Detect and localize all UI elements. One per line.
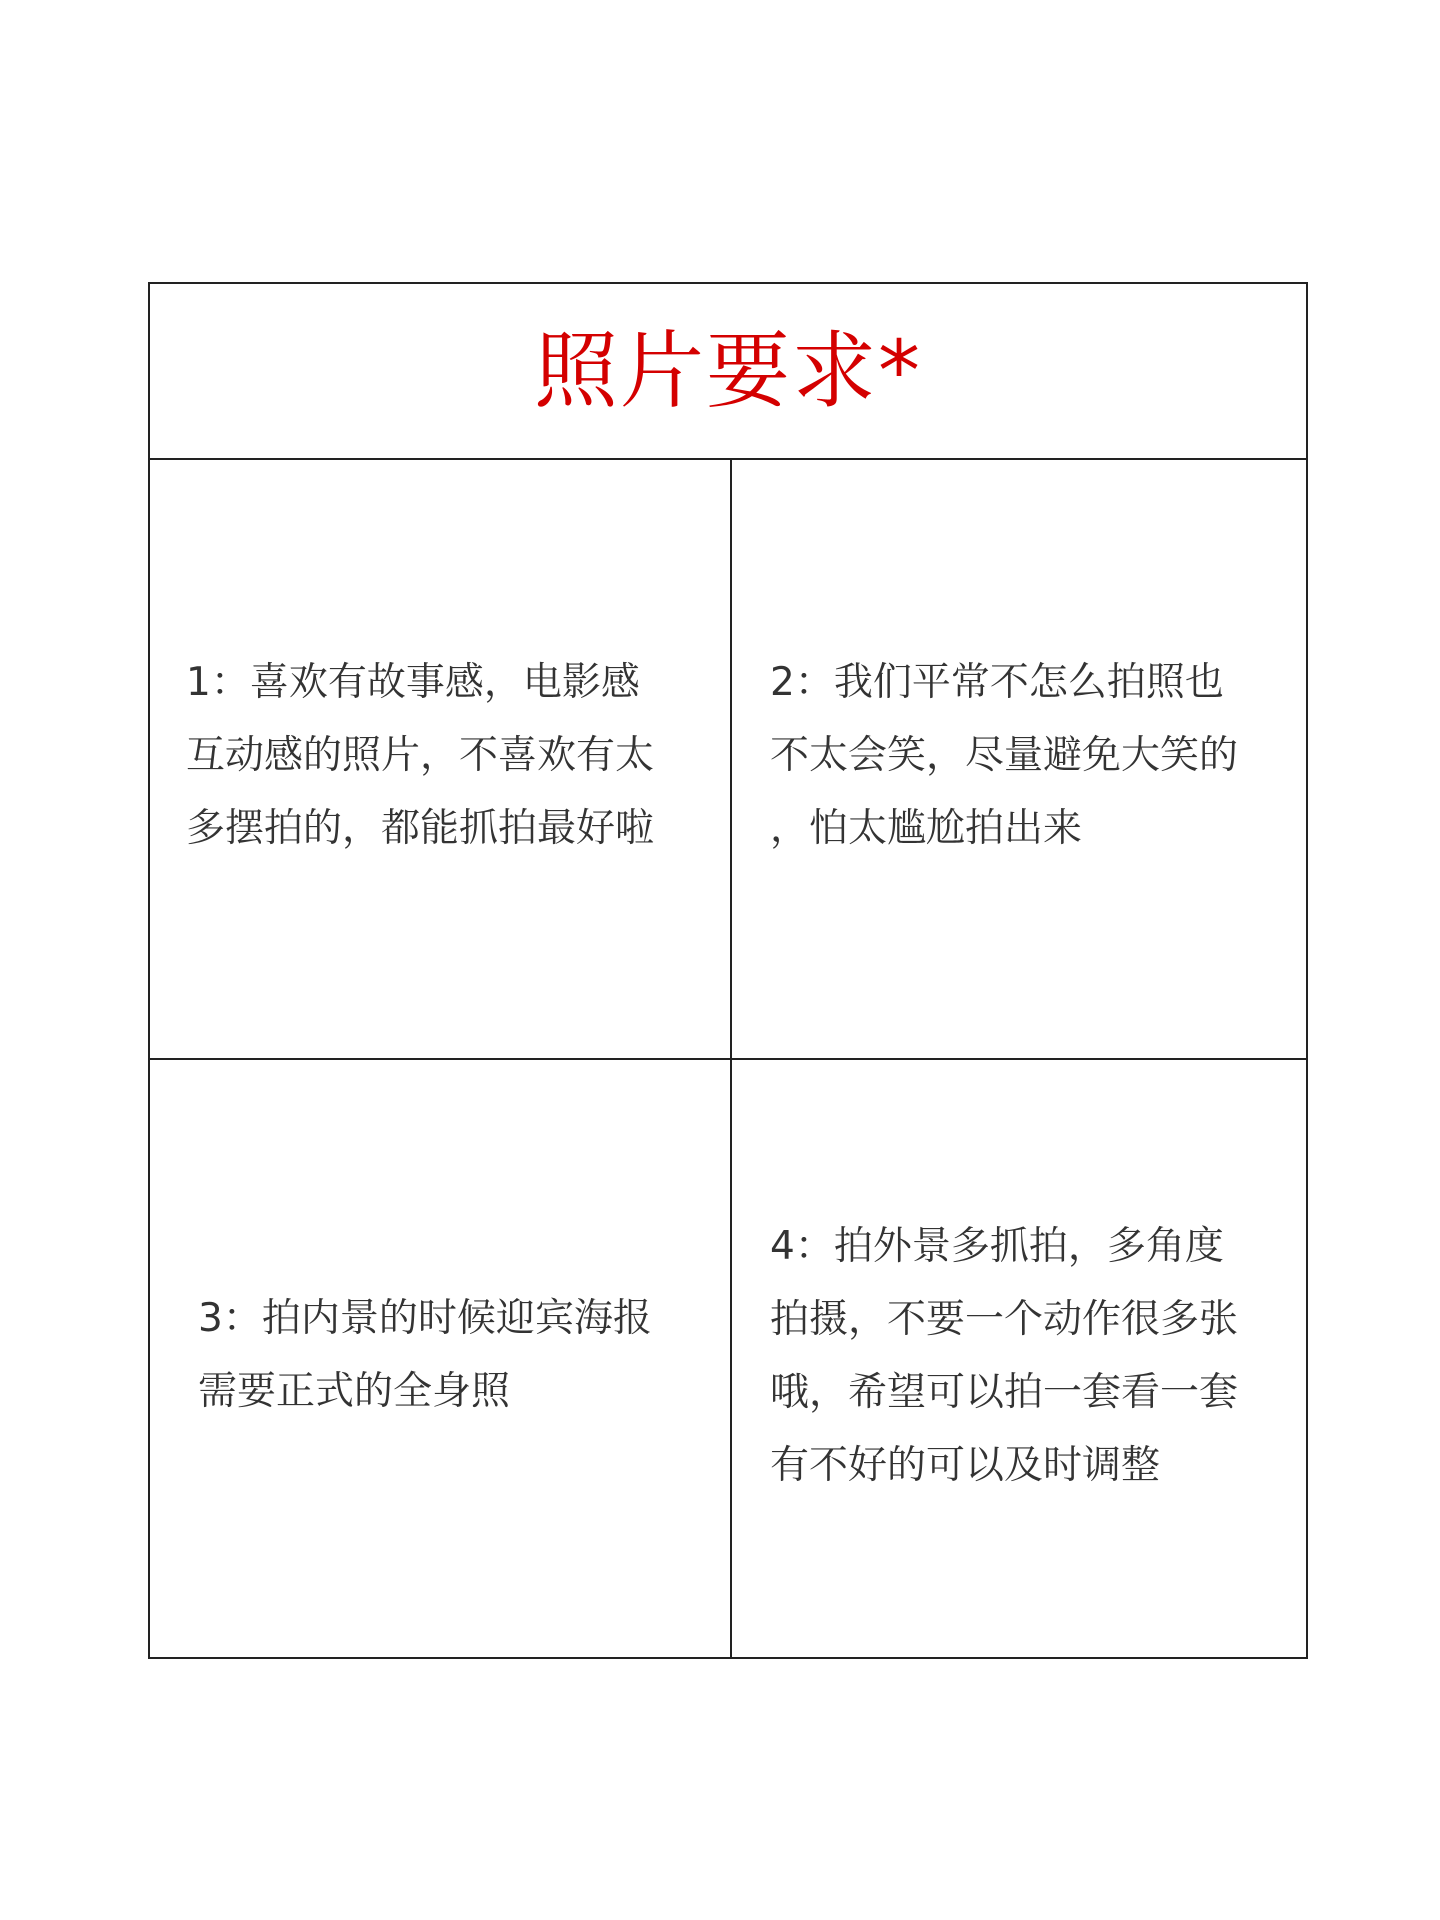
requirements-grid [150, 460, 1306, 1657]
title-row [150, 284, 1306, 460]
requirement-cell-1: 1：喜欢有故事感，电影感 互动感的照片，不喜欢有太 多摆拍的，都能抓拍最好啦 [186, 660, 655, 851]
requirements-table [148, 282, 1308, 1659]
page-title: 照片要求* [533, 322, 922, 420]
requirement-cell-2: 2：我们平常不怎么拍照也 不太会笑，尽量避免大笑的 ，怕太尴尬拍出来 [770, 660, 1239, 851]
requirement-cell-3: 3：拍内景的时候迎宾海报 需要正式的全身照 [198, 1296, 652, 1414]
horizontal-divider [150, 1058, 1306, 1060]
requirement-cell-4: 4：拍外景多抓拍，多角度 拍摄，不要一个动作很多张 哦，希望可以拍一套看一套 有不好的可以及时调整 [770, 1224, 1239, 1488]
